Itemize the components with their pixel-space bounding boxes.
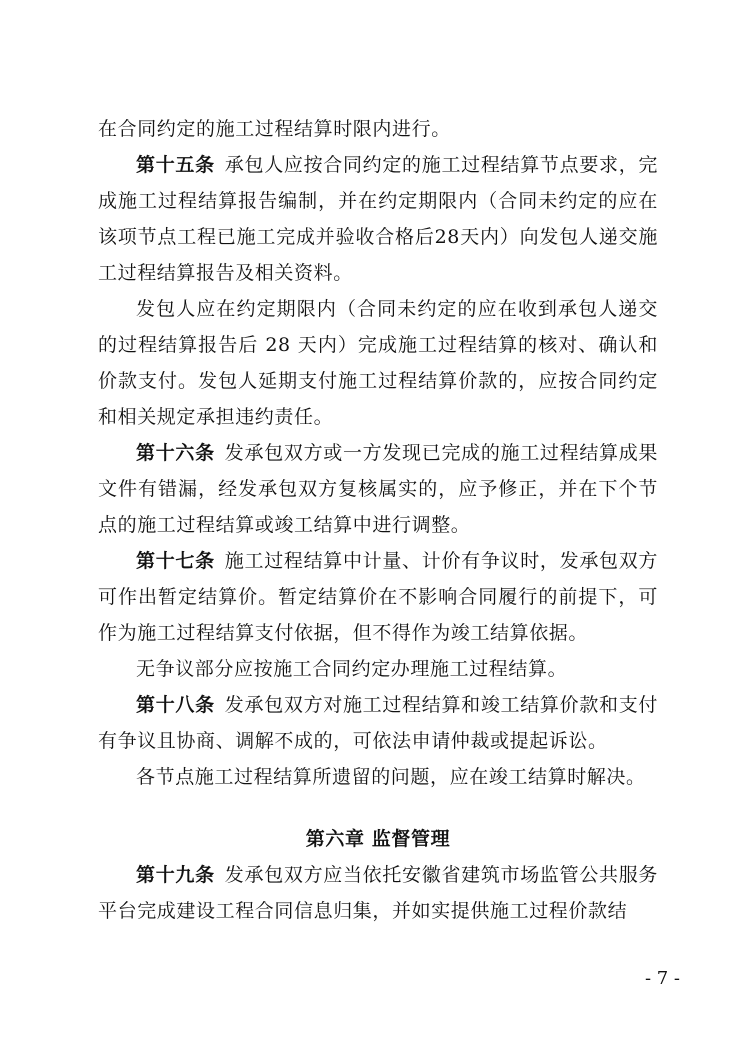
paragraph-text: 各节点施工过程结算所遗留的问题，应在竣工结算时解决。 — [136, 766, 646, 788]
article-15-paragraph — [98, 147, 658, 291]
article-19-label: 第十九条 — [136, 864, 215, 886]
document-body — [98, 111, 658, 929]
article-15-paragraph-2 — [98, 291, 658, 435]
article-19-paragraph — [98, 857, 658, 929]
article-16-text: 发承包双方或一方发现已完成的施工过程结算成果文件有错漏，经发承包双方复核属实的，应予修正，并在下个节点的施工过程结算或竣工结算中进行调整。 — [98, 442, 659, 536]
paragraph-text: 无争议部分应按施工合同约定办理施工过程结算。 — [136, 658, 568, 680]
continued-paragraph — [98, 111, 658, 147]
article-17-paragraph — [98, 543, 658, 651]
article-19-text: 发承包双方应当依托安徽省建筑市场监管公共服务平台完成建设工程合同信息归集，并如实提供施工过程价款结 — [98, 864, 659, 922]
article-18-label: 第十八条 — [136, 694, 215, 716]
paragraph-text: 发包人应在约定期限内（合同未约定的应在收到承包人递交的过程结算报告后 28 天内）完成施工过程结算的核对、确认和价款支付。发包人延期支付施工过程结算价款的，应按合同约定和相关规定承担违约责任。 — [98, 298, 658, 428]
article-18-text: 发承包双方对施工过程结算和竣工结算价款和支付有争议且协商、调解不成的，可依法申请仲裁或提起诉讼。 — [98, 694, 659, 752]
article-16-label: 第十六条 — [136, 442, 215, 464]
article-15-label: 第十五条 — [136, 154, 215, 176]
article-17-label: 第十七条 — [136, 550, 215, 572]
page-number: - 7 - — [644, 968, 680, 989]
article-17-paragraph-2 — [98, 651, 658, 687]
article-16-paragraph — [98, 435, 658, 543]
article-15-text: 承包人应按合同约定的施工过程结算节点要求，完成施工过程结算报告编制，并在约定期限内（合同未约定的应在该项节点工程已施工完成并验收合格后28天内）向发包人递交施工过程结算报告及相关资料。 — [98, 154, 659, 284]
paragraph-text: 在合同约定的施工过程结算时限内进行。 — [98, 118, 451, 140]
article-18-paragraph — [98, 687, 658, 759]
article-17-text: 施工过程结算中计量、计价有争议时，发承包双方可作出暂定结算价。暂定结算价在不影响合同履行的前提下，可作为施工过程结算支付依据，但不得作为竣工结算依据。 — [98, 550, 659, 644]
chapter-6-title: 第六章 监督管理 — [305, 828, 451, 850]
article-18-paragraph-2 — [98, 759, 658, 795]
